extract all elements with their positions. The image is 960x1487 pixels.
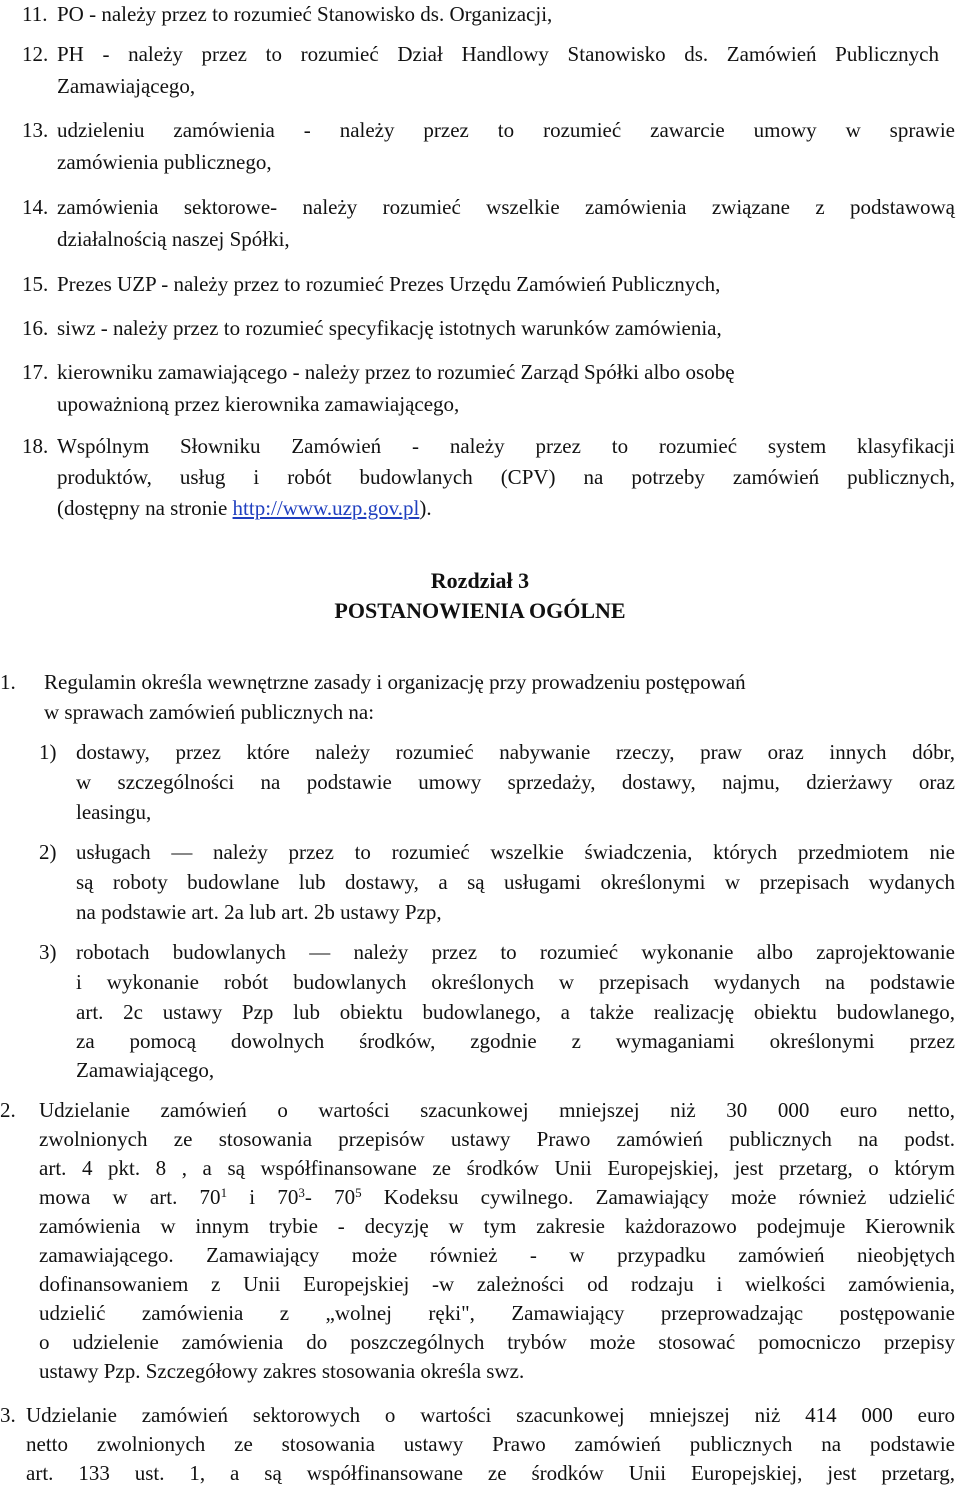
- list-item-number: 1): [39, 740, 57, 764]
- definition-text: Zamawiającego,: [57, 74, 196, 98]
- link-suffix: ).: [419, 496, 432, 520]
- definition-number: 15.: [22, 272, 49, 296]
- list-item-text: usługach — należy przez to rozumieć wszelkie świadczenia, których przedmiotem nie: [76, 840, 955, 864]
- paragraph-text: [39, 1183, 955, 1211]
- definition-text: udzieleniu zamówienia - należy przez to rozumieć zawarcie umowy w sprawie: [57, 118, 955, 142]
- definition-number: 17.: [22, 360, 49, 384]
- definition-text: upoważnioną przez kierownika zamawiającego,: [57, 392, 460, 416]
- paragraph-number: 3.: [0, 1403, 16, 1427]
- list-item-text: i wykonanie robót budowlanych określonych w przepisach wydanych na podstawie: [76, 970, 955, 994]
- paragraph-text: ustawy Pzp. Szczegółowy zakres stosowania określa swz.: [39, 1359, 525, 1383]
- definition-text: zamówienia publicznego,: [57, 150, 272, 174]
- list-item-text: w szczególności na podstawie umowy sprzedaży, dostawy, najmu, dzierżawy oraz: [76, 770, 955, 794]
- definition-number: 16.: [22, 316, 49, 340]
- definition-text: produktów, usług i robót budowlanych (CPV) na potrzeby zamówień publicznych,: [57, 465, 955, 489]
- text-run: i 70: [227, 1185, 299, 1209]
- paragraph-text: Udzielanie zamówień sektorowych o wartości szacunkowej mniejszej niż 414 000 euro: [26, 1403, 955, 1427]
- text-run: - 70: [304, 1185, 356, 1209]
- uzp-website-link[interactable]: http://www.uzp.gov.pl: [232, 496, 420, 520]
- definition-text: [57, 494, 432, 522]
- paragraph-text: zamawiającego. Zamawiający może również - w przypadku zamówień nieobjętych: [39, 1243, 955, 1267]
- paragraph-number: 2.: [0, 1098, 16, 1122]
- paragraph-text: zamówienia w innym trybie - decyzję w tym zakresie każdorazowo podejmuje Kierownik: [39, 1214, 955, 1238]
- chapter-title: Rozdział 3: [430, 568, 530, 593]
- definition-number: 13.: [22, 118, 49, 142]
- definition-text: siwz - należy przez to rozumieć specyfikację istotnych warunków zamówienia,: [57, 316, 722, 340]
- paragraph-text: w sprawach zamówień publicznych na:: [44, 700, 375, 724]
- paragraph-text: o udzielenie zamówienia do poszczególnych trybów może stosować pomocniczo przepisy: [39, 1330, 955, 1354]
- definition-number: 14.: [22, 195, 49, 219]
- chapter-subtitle: POSTANOWIENIA OGÓLNE: [334, 598, 626, 623]
- superscript: 3: [298, 1185, 305, 1200]
- list-item-number: 2): [39, 840, 57, 864]
- paragraph-text: Regulamin określa wewnętrzne zasady i organizację przy prowadzeniu postępowań: [44, 670, 746, 694]
- link-prefix: (dostępny na stronie: [57, 496, 233, 520]
- definition-text: PO - należy przez to rozumieć Stanowisko ds. Organizacji,: [57, 2, 553, 26]
- definition-text: zamówienia sektorowe- należy rozumieć wszelkie zamówienia związane z podstawową: [57, 195, 955, 219]
- superscript: 5: [355, 1185, 362, 1200]
- definition-text: kierowniku zamawiającego - należy przez to rozumieć Zarząd Spółki albo osobę: [57, 360, 735, 384]
- list-item-text: są roboty budowlane lub dostawy, a są usługami określonymi w przepisach wydanych: [76, 870, 955, 894]
- list-item-number: 3): [39, 940, 57, 964]
- paragraph-number: 1.: [0, 670, 16, 694]
- list-item-text: art. 2c ustawy Pzp lub obiektu budowlanego, a także realizację obiektu budowlanego,: [76, 1000, 955, 1024]
- definition-number: 12.: [22, 42, 49, 66]
- paragraph-text: art. 133 ust. 1, a są współfinansowane ze środków Unii Europejskiej, jest przetarg,: [26, 1461, 955, 1485]
- paragraph-text: netto zwolnionych ze stosowania ustawy Prawo zamówień publicznych na podstawie: [26, 1432, 955, 1456]
- definition-text: PH - należy przez to rozumieć Dział Handlowy Stanowisko ds. Zamówień Publicznych: [57, 42, 939, 66]
- text-run: Kodeksu cywilnego. Zamawiający może również udzielić: [361, 1185, 955, 1209]
- definition-text: Prezes UZP - należy przez to rozumieć Prezes Urzędu Zamówień Publicznych,: [57, 272, 721, 296]
- list-item-text: dostawy, przez które należy rozumieć nabywanie rzeczy, praw oraz innych dóbr,: [76, 740, 955, 764]
- definition-number: 18.: [22, 434, 49, 458]
- paragraph-text: zwolnionych ze stosowania przepisów ustawy Prawo zamówień publicznych na podst.: [39, 1127, 955, 1151]
- list-item-text: na podstawie art. 2a lub art. 2b ustawy Pzp,: [76, 900, 442, 924]
- paragraph-text: art. 4 pkt. 8 , a są współfinansowane ze środków Unii Europejskiej, jest przetarg, o którym: [39, 1156, 955, 1180]
- list-item-text: Zamawiającego,: [76, 1058, 215, 1082]
- definition-number: 11.: [22, 2, 48, 26]
- superscript: 1: [220, 1185, 228, 1200]
- paragraph-text: Udzielanie zamówień o wartości szacunkowej mniejszej niż 30 000 euro netto,: [39, 1098, 955, 1122]
- definition-text: działalnością naszej Spółki,: [57, 227, 290, 251]
- list-item-text: za pomocą dowolnych środków, zgodnie z wymaganiami określonymi przez: [76, 1029, 955, 1053]
- list-item-text: robotach budowlanych — należy przez to rozumieć wykonanie albo zaprojektowanie: [76, 940, 955, 964]
- definition-text: Wspólnym Słowniku Zamówień - należy przez to rozumieć system klasyfikacji: [57, 434, 955, 458]
- paragraph-text: dofinansowaniem z Unii Europejskiej -w zależności od rodzaju i wielkości zamówienia,: [39, 1272, 955, 1296]
- list-item-text: leasingu,: [76, 800, 152, 824]
- paragraph-text: udzielić zamówienia z „wolnej ręki", Zamawiający przeprowadzając postępowanie: [39, 1301, 955, 1325]
- text-run: mowa w art. 70: [39, 1185, 221, 1209]
